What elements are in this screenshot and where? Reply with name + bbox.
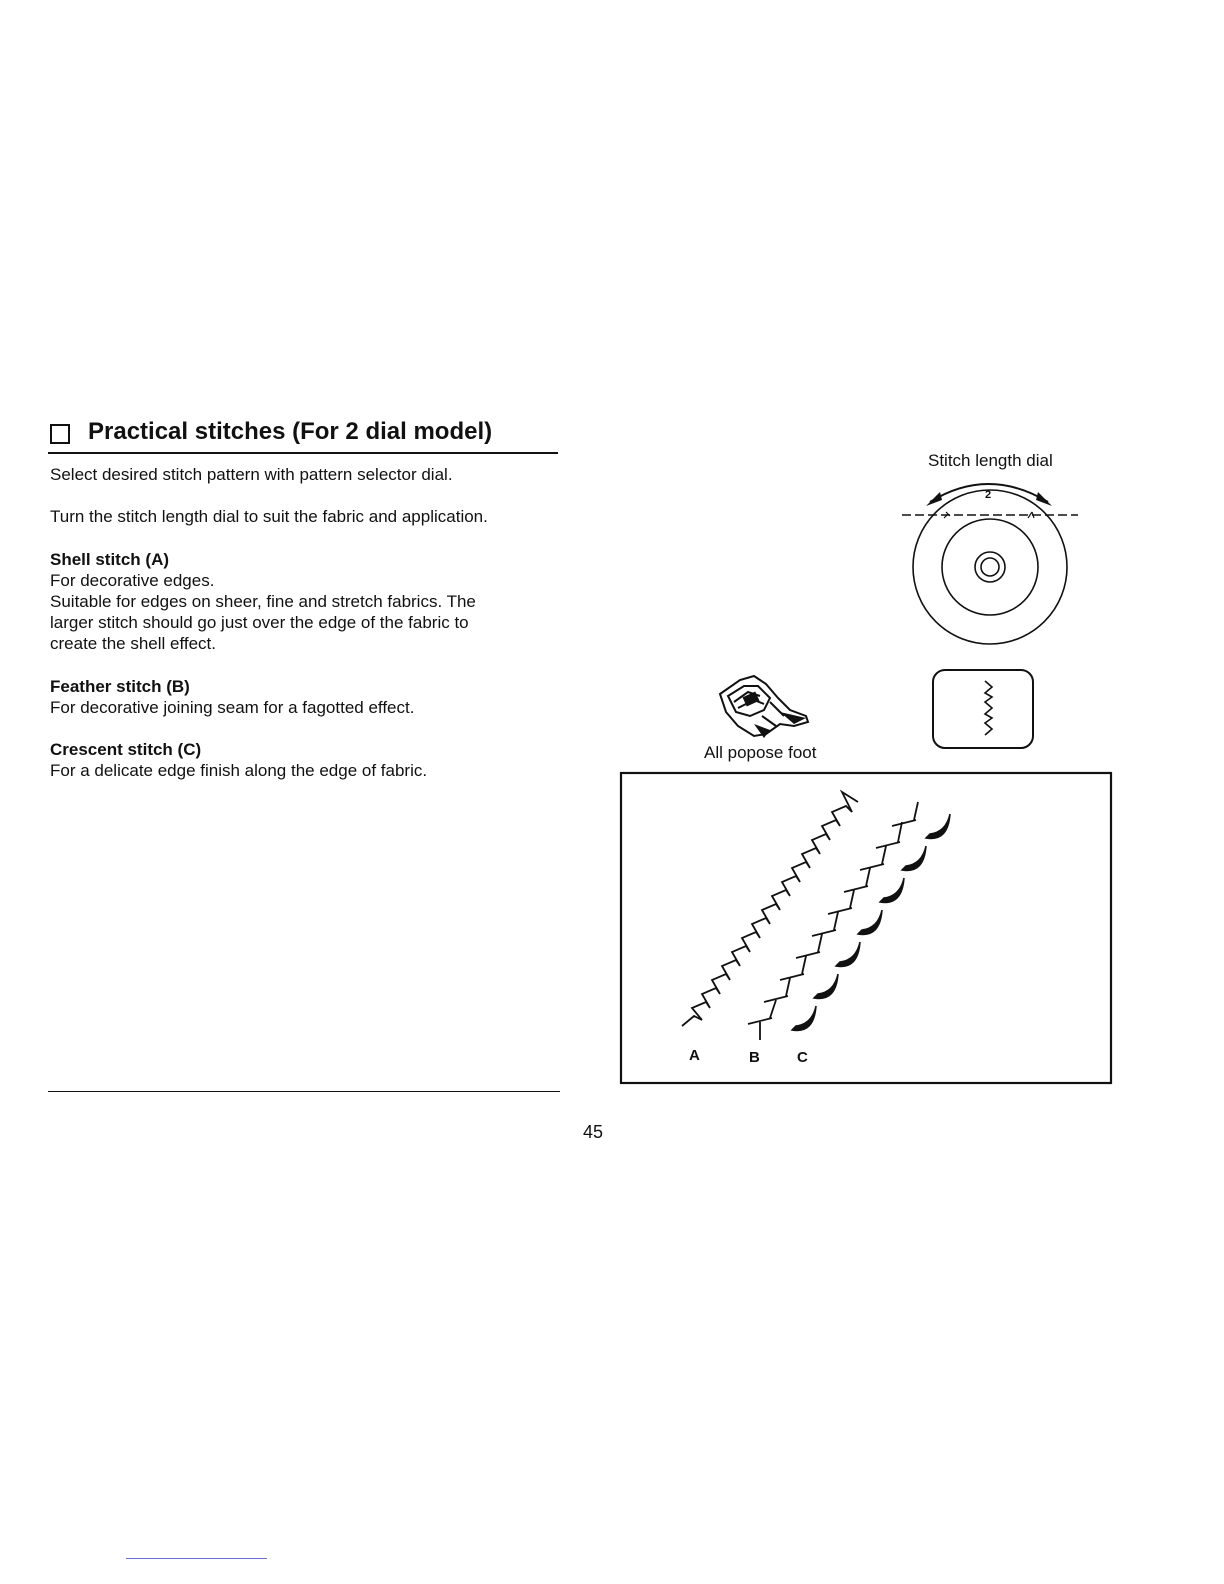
- shell-stitch-title: Shell stitch (A): [50, 550, 170, 569]
- stitch-label-a: A: [689, 1047, 700, 1064]
- intro-line-2: Turn the stitch length dial to suit the fabric and application.: [50, 507, 488, 526]
- footer-blue-line: [126, 1558, 267, 1559]
- stitch-pattern-window-icon: [930, 667, 1038, 751]
- checkbox-square-icon: [50, 424, 70, 444]
- stitch-label-c: C: [797, 1049, 808, 1066]
- crescent-stitch-title: Crescent stitch (C): [50, 740, 202, 759]
- shell-stitch-line: larger stitch should go just over the edge of the fabric to: [50, 613, 469, 632]
- feather-stitch-sample: [748, 802, 918, 1040]
- bottom-divider: [48, 1091, 560, 1092]
- section-heading: [48, 418, 558, 454]
- dial-label: Stitch length dial: [928, 451, 1053, 470]
- dial-number: 2: [985, 489, 992, 501]
- shell-stitch-line: Suitable for edges on sheer, fine and stretch fabrics. The: [50, 592, 476, 611]
- shell-stitch-line: For decorative edges.: [50, 571, 215, 590]
- stitch-label-b: B: [749, 1049, 760, 1066]
- feather-stitch-line: For decorative joining seam for a fagotted effect.: [50, 698, 415, 717]
- crescent-stitch-line: For a delicate edge finish along the edge of fabric.: [50, 761, 428, 780]
- page-title: Practical stitches (For 2 dial model): [88, 418, 493, 445]
- shell-stitch-line: create the shell effect.: [50, 634, 217, 653]
- feather-stitch-title: Feather stitch (B): [50, 677, 190, 696]
- intro-line-1: Select desired stitch pattern with pattern selector dial.: [50, 465, 453, 484]
- presser-foot-icon: [714, 672, 814, 744]
- stitch-samples-figure: [620, 772, 1114, 1088]
- foot-label: All popose foot: [704, 743, 817, 762]
- page-number: 45: [583, 1122, 604, 1142]
